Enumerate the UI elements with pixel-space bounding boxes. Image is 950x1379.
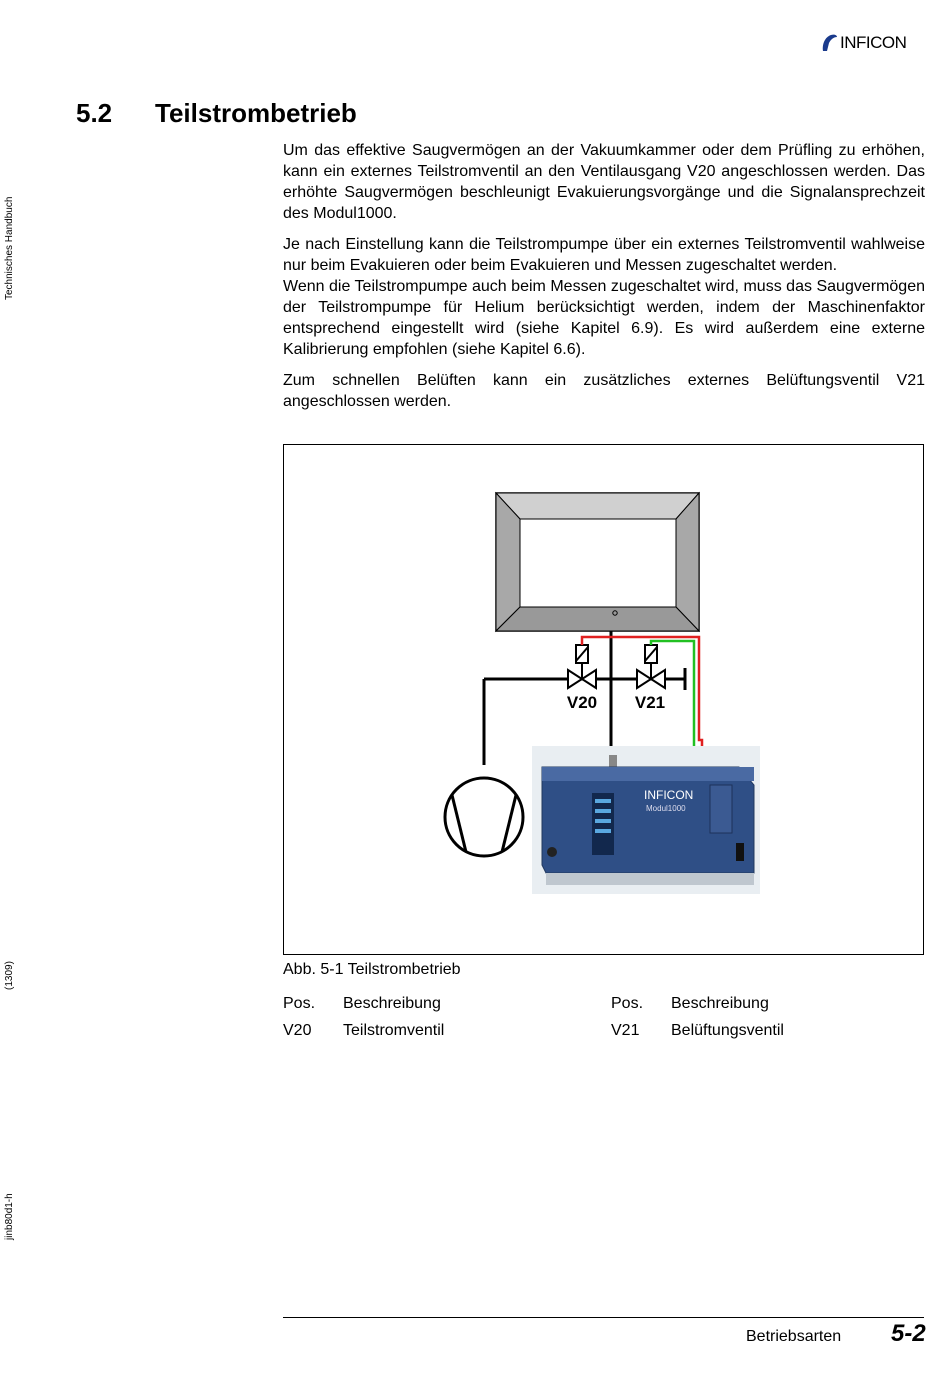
paragraph-2: Je nach Einstellung kann die Teilstrompumpe über ein externes Teilstromventil wahlweise nur beim Evakuieren oder beim Evakuieren und Messen zugeschaltet werden. — [283, 236, 925, 274]
footer-page-number: 5-2 — [891, 1320, 926, 1347]
paragraph-4: Zum schnellen Belüften kann ein zusätzliches externes Belüftungsventil V21 angeschlossen werden. — [283, 372, 925, 410]
valve-v20 — [568, 645, 596, 688]
vacuum-chamber — [496, 493, 699, 631]
section-number: 5.2 — [76, 98, 113, 128]
brand-name: INFICON — [840, 32, 907, 52]
brand-logo — [820, 32, 906, 52]
inficon-logo-icon — [820, 32, 838, 52]
legend-row-desc-2: Belüftungsventil — [671, 1022, 784, 1039]
valve-v21 — [637, 645, 665, 688]
side-label-date-code: (1309) — [4, 961, 15, 990]
section-title: Teilstrombetrieb — [155, 98, 357, 128]
legend-header-pos-2: Pos. — [611, 995, 644, 1012]
paragraph-3: Wenn die Teilstrompumpe auch beim Messen zugeschaltet wird, muss das Saugvermögen der Teilstrompumpe für Helium berücksichtigt werden, indem der Maschinenfaktor entsprechend eingestellt wird (siehe Kapitel 6.9). Es wird außerdem eine externe Kalibrierung empfohlen (siehe Kapitel 6.6). — [283, 278, 925, 358]
device-brand-label: INFICON — [644, 788, 694, 802]
body-text — [283, 140, 925, 422]
figure-caption: Abb. 5-1 Teilstrombetrieb — [283, 961, 461, 978]
legend-row-pos-1: V20 — [283, 1022, 312, 1039]
side-label-handbook: Technisches Handbuch — [4, 196, 15, 300]
device-model-label: Modul1000 — [646, 804, 686, 813]
legend-row-pos-2: V21 — [611, 1022, 640, 1039]
valve-label-v20: V20 — [566, 693, 598, 712]
legend-row-desc-1: Teilstromventil — [343, 1022, 445, 1039]
modul1000-device — [532, 746, 760, 894]
partial-flow-diagram — [284, 445, 923, 954]
legend-header-desc-2: Beschreibung — [671, 995, 769, 1012]
backing-pump — [445, 778, 523, 856]
footer-rule — [283, 1317, 924, 1318]
paragraph-1: Um das effektive Saugvermögen an der Vakuumkammer oder dem Prüfling zu erhöhen, kann ein externes Teilstromventil an den Ventilausgang V20 angeschlossen werden. Das erhöhte Saugvermögen beschleunigt Evakuierungsvorgänge und die Signalansprechzeit des Modul1000. — [283, 142, 925, 222]
side-label-doc-code: jinb80d1-h — [4, 1193, 15, 1240]
legend-header-desc-1: Beschreibung — [343, 995, 441, 1012]
figure-diagram — [283, 444, 924, 955]
valve-label-v21: V21 — [634, 693, 666, 712]
legend-header-pos-1: Pos. — [283, 995, 316, 1012]
footer-chapter-label: Betriebsarten — [746, 1328, 842, 1345]
